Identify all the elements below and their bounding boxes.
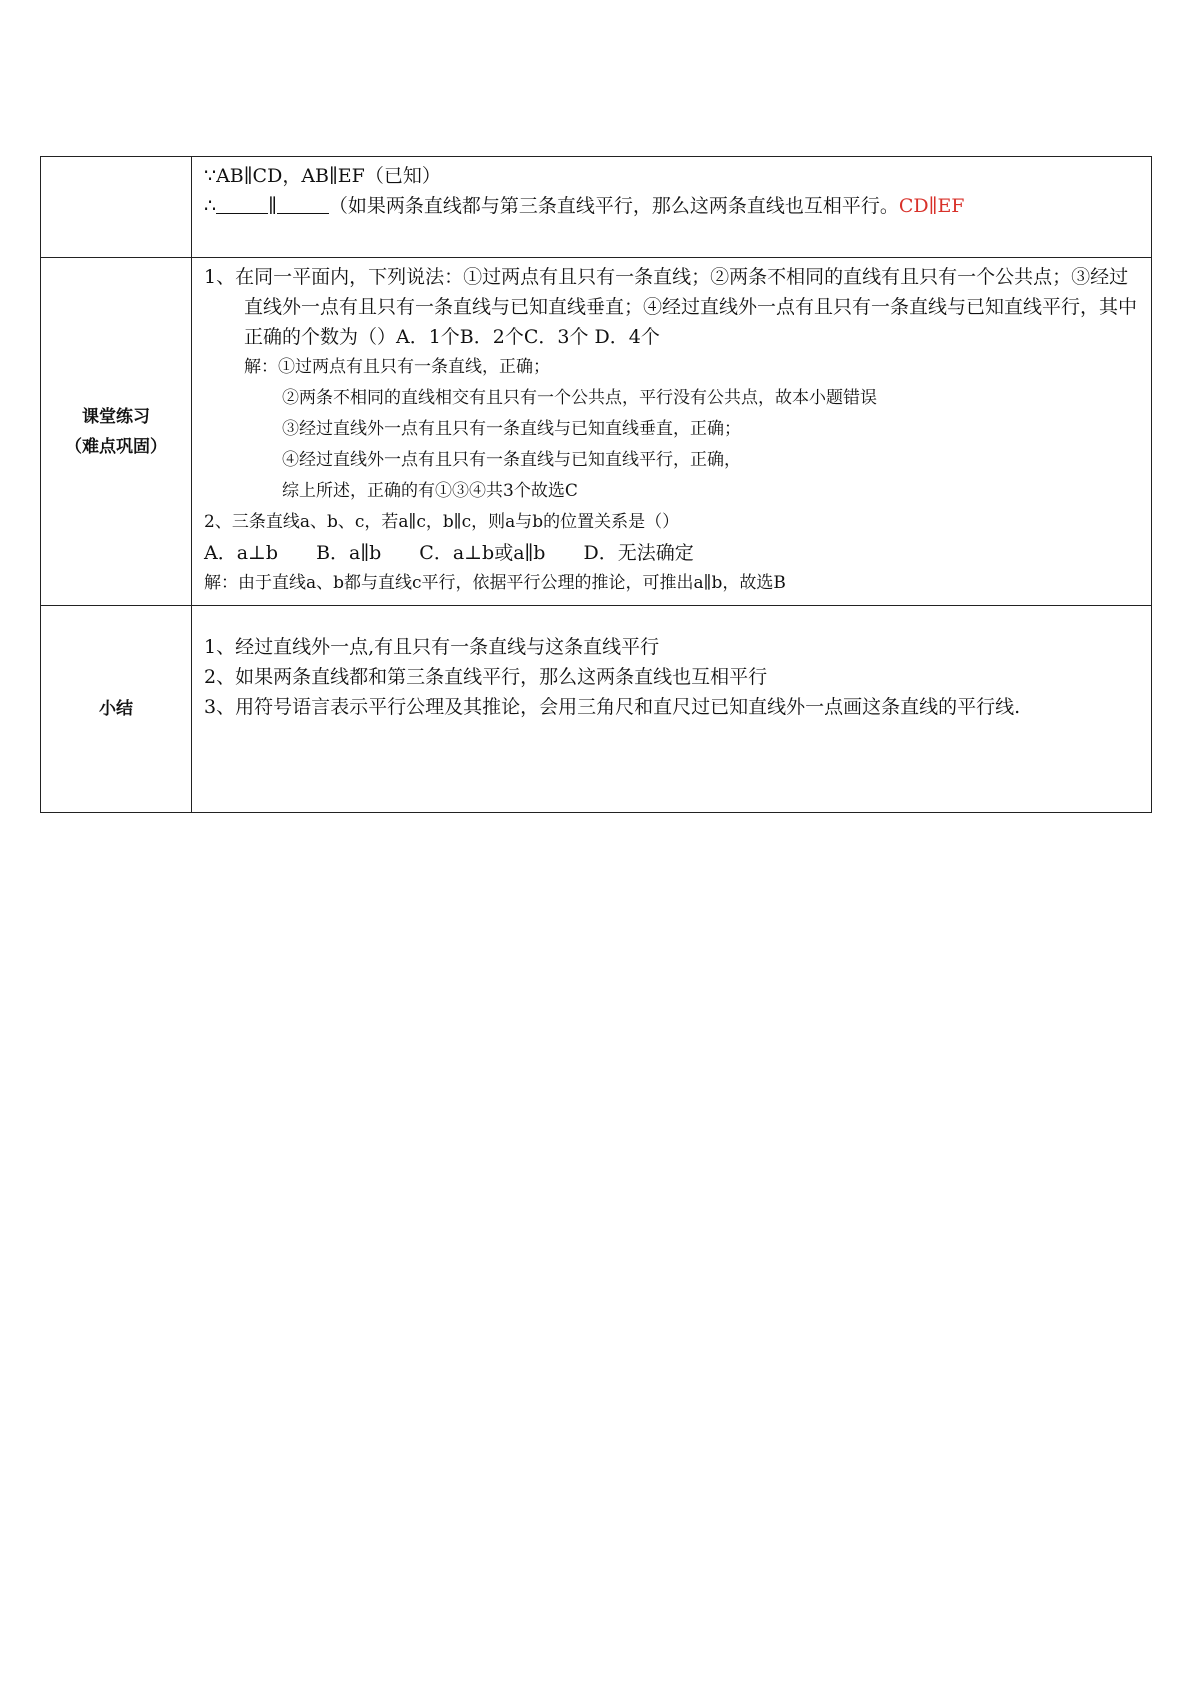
practice-content (192, 258, 1152, 606)
q1-solution-5: 综上所述，正确的有①③④共3个故选C (282, 481, 578, 501)
practice-label-title: 课堂练习 (82, 406, 150, 427)
q1-solution-3: ③经过直线外一点有且只有一条直线与已知直线垂直，正确； (282, 419, 741, 439)
practice-row-label (41, 258, 192, 606)
q1-solution-1: 解：①过两点有且只有一条直线，正确； (244, 357, 550, 377)
summary-item-3: 3、用符号语言表示平行公理及其推论，会用三角尺和直尺过已知直线外一点画这条直线的平行线. (204, 696, 1021, 718)
therefore-symbol: ∴ (204, 195, 217, 217)
summary-row (41, 606, 1152, 813)
summary-item-2: 2、如果两条直线都和第三条直线平行，那么这两条直线也互相平行 (204, 666, 768, 688)
summary-row-label: 小结 (41, 606, 192, 813)
question-2: 2、三条直线a、b、c，若a∥c，b∥c，则a与b的位置关系是（） (204, 512, 680, 532)
question-2-options: A．a⊥b B．a∥b C．a⊥b或a∥b D．无法确定 (204, 542, 694, 564)
proof-row-label (41, 157, 192, 258)
proof-answer: CD∥EF (898, 195, 965, 217)
summary-top-spacer (204, 610, 1139, 632)
blank-2 (277, 195, 329, 214)
question-2-solution: 解：由于直线a、b都与直线c平行，依据平行公理的推论，可推出a∥b，故选B (204, 573, 786, 593)
lesson-table (40, 156, 1152, 813)
parallel-symbol: ∥ (268, 195, 277, 217)
summary-content (192, 606, 1152, 813)
q1-solution-2: ②两条不相同的直线相交有且只有一个公共点，平行没有公共点，故本小题错误 (282, 388, 877, 408)
proof-line-conclusion (204, 191, 1139, 221)
proof-content (192, 157, 1152, 258)
practice-row (41, 258, 1152, 606)
proof-row (41, 157, 1152, 258)
summary-item-1: 1、经过直线外一点,有且只有一条直线与这条直线平行 (204, 636, 660, 658)
proof-line-given: ∵AB∥CD，AB∥EF（已知） (204, 165, 441, 187)
q1-solution-4: ④经过直线外一点有且只有一条直线与已知直线平行，正确， (282, 450, 741, 470)
question-1: 1、在同一平面内，下列说法：①过两点有且只有一条直线；②两条不相同的直线有且只有一个公共点；③经过直线外一点有且只有一条直线与已知直线垂直；④经过直线外一点有且只有一条直线与已知直线平行，其中正确的个数为（）A．1个B．2个C．3个 D．4个 (204, 266, 1138, 348)
practice-label-subtitle: （难点巩固） (65, 436, 167, 457)
proof-reason: （如果两条直线都与第三条直线平行，那么这两条直线也互相平行。 (328, 195, 899, 217)
blank-1 (216, 195, 268, 214)
